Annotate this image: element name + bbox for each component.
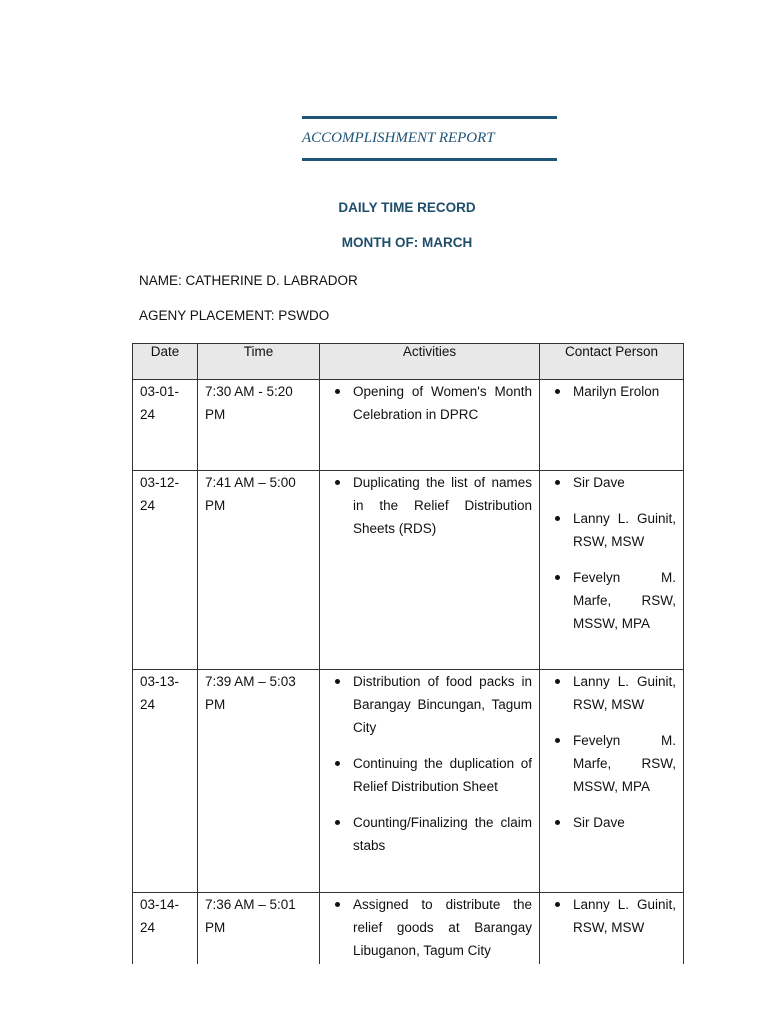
activity-item: Continuing the duplication of Relief Distribution Sheet [353, 752, 532, 798]
activity-item: Assigned to distribute the relief goods at Barangay Libuganon, Tagum City [353, 893, 532, 962]
row-activities [320, 670, 540, 893]
row-contacts [540, 380, 684, 471]
row-contacts [540, 471, 684, 670]
contact-item: Sir Dave [573, 471, 676, 494]
header-date: Date [133, 344, 198, 380]
month-heading: MONTH OF: MARCH [341, 235, 473, 250]
row-time: 7:41 AM – 5:00 PM [198, 471, 320, 670]
activity-item: Counting/Finalizing the claim stabs [353, 811, 532, 857]
header-activities: Activities [320, 344, 540, 380]
row-contacts [540, 670, 684, 893]
intern-name: NAME: CATHERINE D. LABRADOR [139, 273, 358, 288]
time-record-table [132, 343, 684, 993]
activity-item: Distribution of food packs in Barangay Bincungan, Tagum City [353, 670, 532, 739]
row-date: 03-13-24 [133, 670, 198, 893]
row-activities [320, 471, 540, 670]
row-time: 7:30 AM - 5:20 PM [198, 380, 320, 471]
contact-item: Lanny L. Guinit, RSW, MSW [573, 507, 676, 553]
dtr-heading: DAILY TIME RECORD [338, 200, 476, 215]
page-bottom-margin [0, 964, 768, 1024]
contact-item: Sir Dave [573, 811, 676, 834]
row-time: 7:36 AM – 5:01 PM [198, 893, 320, 993]
table-header-row [133, 344, 684, 380]
header-time: Time [198, 344, 320, 380]
row-date: 03-12-24 [133, 471, 198, 670]
contact-item: Fevelyn M. Marfe, RSW, MSSW, MPA [573, 729, 676, 798]
report-title: ACCOMPLISHMENT REPORT [302, 130, 495, 146]
row-date: 03-01-24 [133, 380, 198, 471]
activity-item: Opening of Women's Month Celebration in DPRC [353, 380, 532, 426]
row-activities [320, 380, 540, 471]
table-row [133, 471, 684, 670]
row-date: 03-14-24 [133, 893, 198, 993]
agency-placement: AGENY PLACEMENT: PSWDO [139, 308, 330, 323]
report-banner [302, 116, 557, 161]
activity-item: Duplicating the list of names in the Relief Distribution Sheets (RDS) [353, 471, 532, 540]
contact-item: Marilyn Erolon [573, 380, 676, 403]
row-time: 7:39 AM – 5:03 PM [198, 670, 320, 893]
contact-item: Lanny L. Guinit, RSW, MSW [573, 893, 676, 939]
table-row [133, 380, 684, 471]
table-row [133, 670, 684, 893]
header-contact-person: Contact Person [540, 344, 684, 380]
contact-item: Lanny L. Guinit, RSW, MSW [573, 670, 676, 716]
contact-item: Fevelyn M. Marfe, RSW, MSSW, MPA [573, 566, 676, 635]
